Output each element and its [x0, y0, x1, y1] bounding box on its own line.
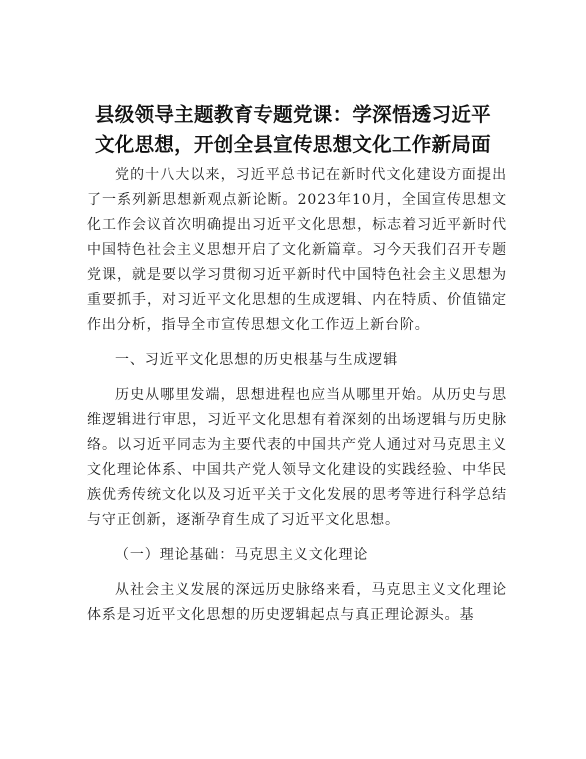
section-heading-1: 一、习近平文化思想的历史根基与生成逻辑 — [115, 352, 399, 368]
section-1-paragraph: 历史从哪里发端，思想进程也应当从哪里开始。从历史与思维逻辑进行审思，习近平文化思想有着深刻的出场逻辑与历史脉络。以习近平同志为主要代表的中国共产党人通过对马克思主义文化理论体系、中国共产党人领导文化建设的实践经验、中华民族优秀传统文化以及习近平关于文化发展的思考等进行科学总结与守正创新，逐渐孕育生成了习近平文化思想。 — [87, 387, 507, 528]
document-body — [87, 163, 507, 628]
document-title-line-1: 县级领导主题教育专题党课：学深悟透习近平 — [94, 103, 491, 126]
subsection-1-paragraph: 从社会主义发展的深远历史脉络来看，马克思主义文化理论体系是习近平文化思想的历史逻辑起点与真正理论源头。基 — [87, 582, 507, 623]
subsection-heading-1: （一）理论基础：马克思主义文化理论 — [115, 547, 369, 563]
document-title-line-2: 文化思想，开创全县宣传思想文化工作新局面 — [94, 133, 491, 156]
intro-paragraph: 党的十八大以来，习近平总书记在新时代文化建设方面提出了一系列新思想新观点新论断。2023年10月，全国宣传思想文化工作会议首次明确提出习近平文化思想，标志着习近平新时代中国特色社会主义思想开启了文化新篇章。习今天我们召开专题党课，就是要以学习贯彻习近平新时代中国特色社会主义思想为重要抓手，对习近平文化思想的生成逻辑、内在特质、价值锚定作出分析，指导全市宣传思想文化工作迈上新台阶。 — [87, 167, 507, 333]
